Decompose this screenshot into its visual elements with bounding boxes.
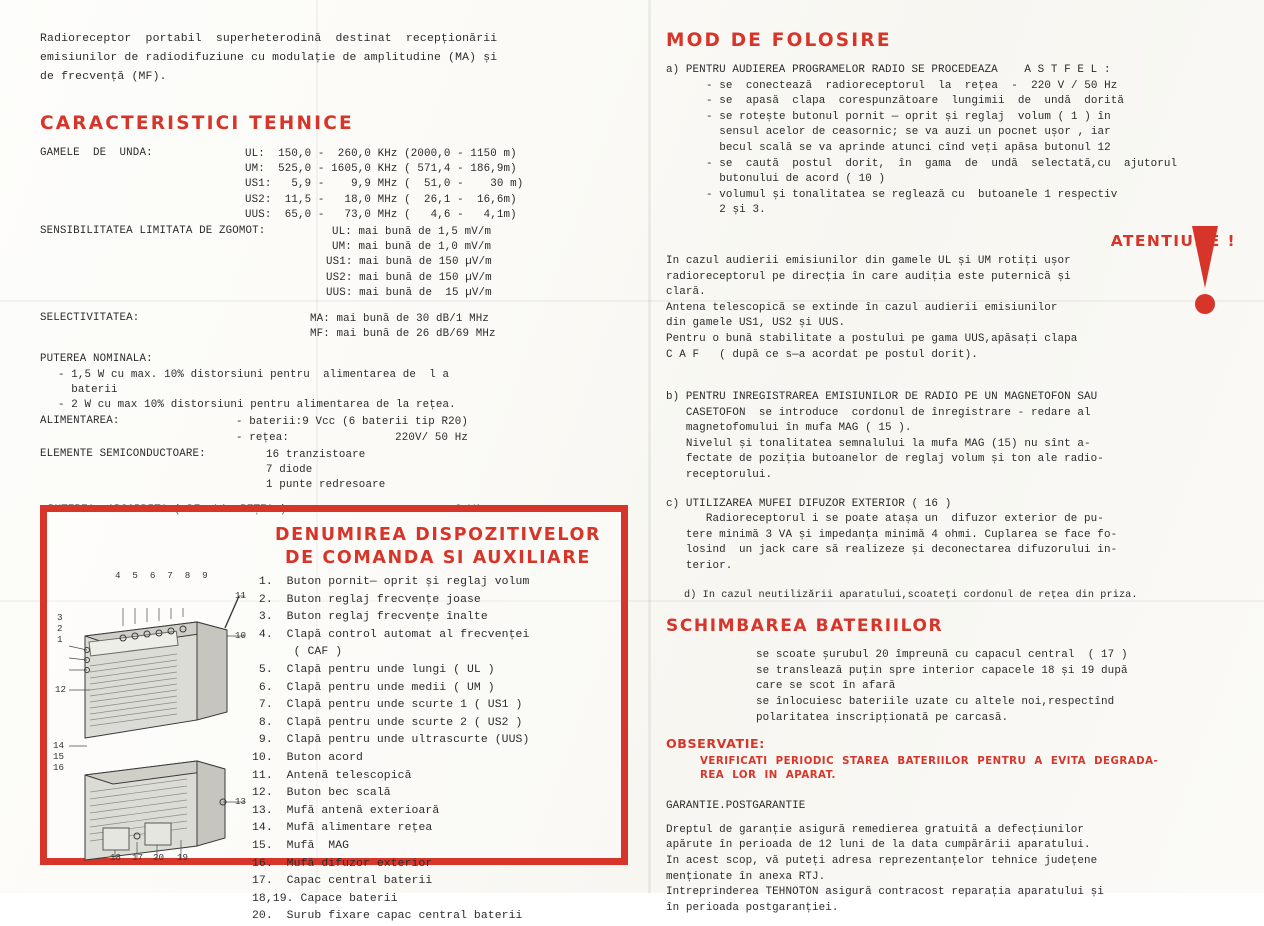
intro-line: emisiunilor de radiodifuziune cu modulație de amplitudine (MA) și xyxy=(40,52,498,64)
usage-a-title: a) PENTRU AUDIEREA PROGRAMELOR RADIO SE PROCEDEAZA A S T F E L : xyxy=(666,64,1111,76)
list-item: 18,19. Capace baterii xyxy=(252,892,398,905)
band-row: US2: 11,5 - 18,0 MHz ( 26,1 - 16,6m) xyxy=(245,193,517,206)
nominal-power-label: PUTEREA NOMINALA: xyxy=(40,353,153,366)
usage-b-line: magnetofomului în mufa MAG ( 15 ). xyxy=(666,422,912,435)
selectivity-row: MF: mai bună de 26 dB/69 MHz xyxy=(310,328,496,341)
controls-panel-title-line1: DENUMIREA DISPOZITIVELOR xyxy=(274,525,602,545)
usage-c-line: terior. xyxy=(666,560,733,573)
usage-a-item: becul scală se va aprinde atunci cînd veți apăsa butonul 12 xyxy=(706,141,1111,154)
usage-section-d xyxy=(666,588,1236,604)
selectivity-label: SELECTIVITATEA: xyxy=(40,312,140,325)
nominal-power-row: - 1,5 W cu max. 10% distorsiuni pentru alimentarea de l a xyxy=(58,368,450,381)
section-heading-usage: MOD DE FOLOSIRE xyxy=(666,30,892,51)
sensitivity-label: SENSIBILITATEA LIMITATA DE ZGOMOT: xyxy=(40,225,266,238)
usage-a-item: - volumul și tonalitatea se reglează cu butoanele 1 respectiv xyxy=(706,188,1118,201)
absorbed-power-value: max. 8 VA xyxy=(422,504,482,517)
usage-b-line: fectate de poziția butoanelor de reglaj volum și ton ale radio- xyxy=(666,453,1104,466)
controls-panel-title-line2: DE COMANDA SI AUXILIARE xyxy=(285,548,591,568)
warranty-line: în perioada postgaranției. xyxy=(666,901,839,914)
list-item: 16. Mufă difuzor exterior xyxy=(252,857,433,870)
observation-line: REA LOR IN APARAT. xyxy=(700,770,836,782)
intro-line: Radioreceptor portabil superheterodină destinat recepționării xyxy=(40,33,498,45)
exclamation-mark-icon xyxy=(1192,226,1218,314)
technical-specifications xyxy=(40,146,620,519)
observation-label: OBSERVATIE: xyxy=(666,736,765,752)
band-row: UL: 150,0 - 260,0 KHz (2000,0 - 1150 m) xyxy=(245,148,517,161)
intro-line: de frecvență (MF). xyxy=(40,71,167,83)
usage-c-line: tere minimă 3 VA și impedanța minimă 4 ohmi. Cuplarea se face fo- xyxy=(666,528,1118,541)
warranty-line: Intreprinderea TEHNOTON asigură contracost reparația aparatului și xyxy=(666,886,1104,899)
absorbed-power-label: PUTEREA ABSORBITA ( DE LA REȚEA ) xyxy=(48,504,287,517)
attention-label: ATENTIUNE ! xyxy=(1110,231,1236,250)
band-row: UM: 525,0 - 1605,0 KHz ( 571,4 - 186,9m) xyxy=(245,163,517,176)
band-row: US1: 5,9 - 9,9 MHz ( 51,0 - 30 m) xyxy=(245,178,524,191)
warranty-heading-text: GARANTIE.POSTGARANTIE xyxy=(666,800,806,813)
radio-diagram-svg xyxy=(57,570,247,862)
supply-label: ALIMENTAREA: xyxy=(40,415,120,428)
usage-section-b xyxy=(666,390,1236,484)
list-item: 9. Clapă pentru unde ultrascurte (UUS) xyxy=(252,734,530,747)
callout-20: 20 xyxy=(153,852,165,863)
attention-line: Pentru o bună stabilitate a postului pe gama UUS,apăsați clapa xyxy=(666,332,1078,345)
list-item: 4. Clapă control automat al frecvenței xyxy=(252,628,530,641)
list-item: 6. Clapă pentru unde medii ( UM ) xyxy=(252,681,495,694)
attention-line: In cazul audierii emisiunilor din gamele UL și UM rotiți ușor xyxy=(666,254,1071,267)
usage-c-line: c) UTILIZAREA MUFEI DIFUZOR EXTERIOR ( 16 ) xyxy=(666,497,952,510)
semiconductor-row: 16 tranzistoare xyxy=(266,448,366,461)
sensitivity-row: UM: mai bună de 1,0 mV/m xyxy=(332,241,492,254)
battery-step: care se scot în afară xyxy=(756,680,896,693)
section-heading-specs: CARACTERISTICI TEHNICE xyxy=(40,113,354,134)
controls-panel-title xyxy=(252,524,624,570)
sensitivity-row: US1: mai bună de 150 µV/m xyxy=(326,256,492,269)
list-item: 8. Clapă pentru unde scurte 2 ( US2 ) xyxy=(252,716,523,729)
attention-line: clară. xyxy=(666,286,706,299)
list-item: 17. Capac central baterii xyxy=(252,875,433,888)
usage-a-item: 2 și 3. xyxy=(706,204,766,217)
callout-19: 19 xyxy=(177,852,189,863)
warranty-line: Dreptul de garanție asigură remedierea gratuită a defecțiunilor xyxy=(666,823,1085,836)
semiconductor-row: 7 diode xyxy=(266,463,313,476)
selectivity-row: MA: mai bună de 30 dB/1 MHz xyxy=(310,313,489,326)
usage-a-item: butonului de acord ( 10 ) xyxy=(706,173,886,186)
list-item: 15. Mufă MAG xyxy=(252,839,350,852)
warranty-text xyxy=(666,823,1236,917)
supply-values xyxy=(40,415,620,445)
callout-17: 17 xyxy=(132,852,144,863)
list-item: 13. Mufă antenă exterioară xyxy=(252,804,440,817)
callout-15: 15 xyxy=(53,751,65,762)
callout-14: 14 xyxy=(53,740,65,751)
sensitivity-row: UL: mai bună de 1,5 mV/m xyxy=(332,226,492,239)
supply-row: - baterii:9 Vcc (6 baterii tip R20) xyxy=(236,416,469,429)
band-row: UUS: 65,0 - 73,0 MHz ( 4,6 - 4,1m) xyxy=(245,208,517,221)
attention-line: din gamele US1, US2 și UUS. xyxy=(666,317,846,330)
callout-13: 13 xyxy=(235,796,247,807)
warranty-line: In acest scop, vă puteți adresa reprezentanțelor tehnice județene xyxy=(666,854,1098,867)
list-item: 10. Buton acord xyxy=(252,751,363,764)
usage-c-line: Radioreceptorul i se poate atașa un difuzor exterior de pu- xyxy=(666,513,1104,526)
attention-line: C A F ( după ce s—a acordat pe postul dorit). xyxy=(666,348,978,361)
sensitivity-row: US2: mai bună de 150 µV/m xyxy=(326,271,492,284)
usage-a-item: - se conectează radioreceptorul la rețea - 220 V / 50 Hz xyxy=(706,79,1118,92)
controls-list xyxy=(252,574,632,926)
list-item: 7. Clapă pentru unde scurte 1 ( US1 ) xyxy=(252,699,523,712)
left-column xyxy=(40,30,620,520)
callout-10: 10 xyxy=(235,630,247,641)
sensitivity-row: UUS: mai bună de 15 µV/m xyxy=(326,286,492,299)
callout-12: 12 xyxy=(55,684,67,695)
callout-16: 16 xyxy=(53,762,65,773)
list-item: 3. Buton reglaj frecvențe înalte xyxy=(252,611,488,624)
usage-b-line: b) PENTRU INREGISTRAREA EMISIUNILOR DE RADIO PE UN MAGNETOFON SAU xyxy=(666,391,1098,404)
usage-section-a xyxy=(666,63,1236,219)
warranty-line: menționate în anexa RTJ. xyxy=(666,870,826,883)
list-item: 5. Clapă pentru unde lungi ( UL ) xyxy=(252,663,495,676)
callout-11: 11 xyxy=(235,590,247,601)
exclamation-dot xyxy=(1195,294,1215,314)
paper-crease xyxy=(648,0,651,893)
wave-bands-label: GAMELE DE UNDA: xyxy=(40,147,153,159)
usage-b-line: receptorului. xyxy=(666,469,773,482)
radio-diagram xyxy=(53,570,247,863)
callout-2: 2 xyxy=(57,623,63,634)
warranty-heading xyxy=(666,799,1236,815)
battery-steps xyxy=(756,648,1236,726)
usage-d-line: d) In cazul neutilizării aparatului,scoateți cordonul de rețea din priza. xyxy=(684,589,1138,601)
warranty-line: apărute în perioada de 12 luni de la data cumpărării aparatului. xyxy=(666,839,1091,852)
observation-text xyxy=(700,755,1236,783)
list-item: 2. Buton reglaj frecvențe joase xyxy=(252,593,481,606)
supply-row: - rețea: 220V/ 50 Hz xyxy=(236,431,469,444)
semiconductors-label: ELEMENTE SEMICONDUCTOARE: xyxy=(40,447,206,460)
usage-a-item: - se rotește butonul pornit — oprit și reglaj volum ( 1 ) în xyxy=(706,110,1111,123)
attention-line: radioreceptorul pe direcția în care audiția este puternică și xyxy=(666,270,1071,283)
usage-a-item: - se caută postul dorit, în gama de undă selectată,cu ajutorul xyxy=(706,157,1178,170)
usage-a-item: sensul acelor de ceasornic; se va auzi un pocnet ușor , iar xyxy=(706,126,1111,139)
nominal-power-group xyxy=(40,352,620,413)
list-item: ( CAF ) xyxy=(252,646,343,659)
callout-3: 3 xyxy=(57,612,63,623)
battery-step: polaritatea inscripționată pe carcasă. xyxy=(756,711,1009,724)
list-item: 14. Mufă alimentare rețea xyxy=(252,822,433,835)
semiconductor-row: 1 punte redresoare xyxy=(266,479,386,492)
section-heading-batteries: SCHIMBAREA BATERIILOR xyxy=(666,616,944,637)
battery-step: se înlocuiesc bateriile uzate cu altele noi,respectînd xyxy=(756,696,1115,708)
right-column xyxy=(666,30,1236,916)
callout-top-row: 4 5 6 7 8 9 xyxy=(115,570,211,581)
attention-text xyxy=(666,254,1166,363)
nominal-power-row: - 2 W cu max 10% distorsiuni pentru alimentarea de la rețea. xyxy=(58,399,456,412)
usage-b-line: Nivelul și tonalitatea semnalului la mufa MAG (15) nu sînt a- xyxy=(666,437,1091,450)
usage-c-line: losind un jack care să realizeze și deconectarea difuzorului in- xyxy=(666,544,1118,557)
attention-line: Antena telescopică se extinde în cazul audierii emisiunilor xyxy=(666,301,1058,314)
usage-a-item: - se apasă clapa corespunzătoare lungimii de undă dorită xyxy=(706,95,1125,108)
list-item: 11. Antenă telescopică xyxy=(252,769,412,782)
list-item: 1. Buton pornit— oprit și reglaj volum xyxy=(252,576,530,588)
list-item: 12. Buton bec scală xyxy=(252,787,391,800)
usage-b-line: CASETOFON se introduce cordonul de înregistrare - redare al xyxy=(666,406,1091,419)
intro-paragraph xyxy=(40,30,600,87)
observation-line: VERIFICATI PERIODIC STAREA BATERIILOR PENTRU A EVITA DEGRADA- xyxy=(700,756,1159,768)
exclamation-bar xyxy=(1192,226,1218,288)
list-item: 20. Surub fixare capac central baterii xyxy=(252,910,523,923)
callout-1: 1 xyxy=(57,634,63,645)
usage-section-c xyxy=(666,497,1236,575)
nominal-power-row: baterii xyxy=(58,383,118,396)
controls-panel xyxy=(40,505,628,923)
callout-18: 18 xyxy=(110,852,122,863)
battery-step: se translează puțin spre interior capacele 18 și 19 după xyxy=(756,664,1128,677)
battery-step: se scoate șurubul 20 împreună cu capacul central ( 17 ) xyxy=(756,649,1128,662)
